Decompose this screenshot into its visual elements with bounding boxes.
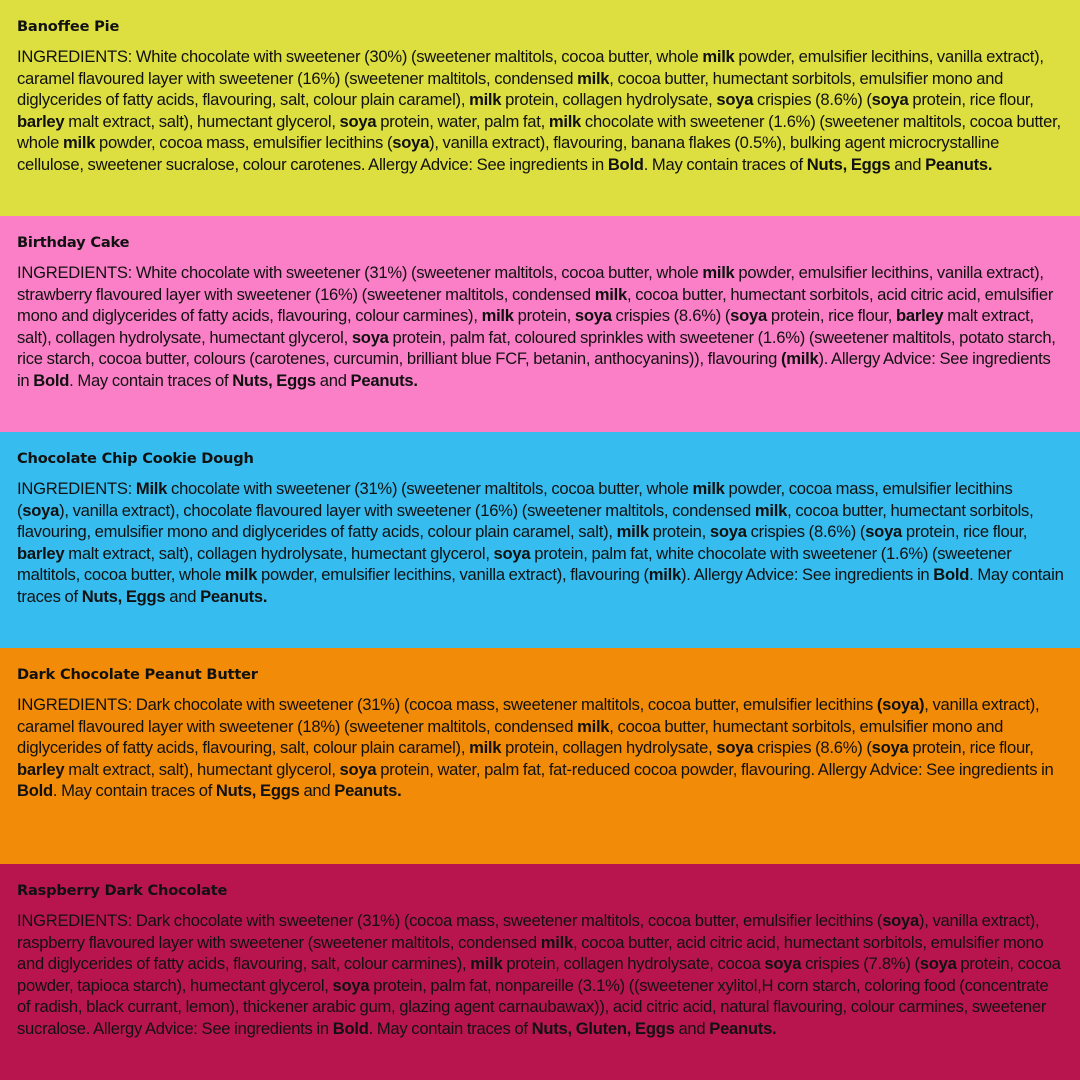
allergen-highlight: Bold: [33, 370, 70, 390]
allergen-highlight: soya: [709, 522, 747, 542]
allergen-highlight: Peanuts.: [334, 781, 402, 801]
allergen-highlight: soya: [871, 738, 909, 758]
allergen-highlight: soya: [351, 327, 389, 347]
allergen-highlight: soya: [339, 111, 377, 131]
flavour-title: Banoffee Pie: [17, 18, 120, 35]
allergen-highlight: (soya): [876, 695, 925, 714]
allergen-highlight: milk: [481, 306, 514, 326]
ingredients-text: INGREDIENTS: White chocolate with sweetener (30%) (sweetener maltitols, cocoa butter, whole milk powder, emulsifier lecithins, vanilla extract), caramel flavoured layer with sweetener (16%) (sweetener maltitols, condensed milk, cocoa butter, humectant sorbitols, emulsifier mono and diglycerides of fatty acids, flavouring, salt, colour plain caramel), milk protein, collagen hydrolysate, soya crispies (8.6%) (soya protein, rice flour, barley malt extract, salt), humectant glycerol, soya protein, water, palm fat, milk chocolate with sweetener (1.6%) (sweetener maltitols, cocoa butter, whole milk powder, cocoa mass, emulsifier lecithins (soya), vanilla extract), flavouring, banana flakes (0.5%), bulking agent microcrystalline cellulose, sweetener sucralose, colour carotenes. Allergy Advice: See ingredients in Bold. May contain traces of Nuts, Eggs and Peanuts.: [17, 47, 1061, 174]
allergen-highlight: barley: [896, 306, 944, 326]
allergen-highlight: barley: [17, 111, 65, 131]
allergen-highlight: milk: [692, 479, 725, 498]
ingredients-text: INGREDIENTS: Milk chocolate with sweetener (31%) (sweetener maltitols, cocoa butter, whole milk powder, cocoa mass, emulsifier lecithins (soya), vanilla extract), chocolate flavoured layer with sweetener (16%) (sweetener maltitols, condensed milk, cocoa butter, humectant sorbitols, flavouring, emulsifier mono and diglycerides of fatty acids, colour plain caramel, salt), milk protein, soya crispies (8.6%) (soya protein, rice flour, barley malt extract, salt), collagen hydrolysate, humectant glycerol, soya protein, palm fat, white chocolate with sweetener (1.6%) (sweetener maltitols, cocoa butter, whole milk powder, emulsifier lecithins, vanilla extract), flavouring (milk). Allergy Advice: See ingredients in Bold. May contain traces of Nuts, Eggs and Peanuts.: [17, 479, 1064, 606]
allergen-highlight: milk: [702, 263, 735, 282]
allergen-highlight: soya: [882, 911, 920, 930]
ingredients-text: INGREDIENTS: Dark chocolate with sweetener (31%) (cocoa mass, sweetener maltitols, cocoa butter, emulsifier lecithins (soya), vanilla extract), caramel flavoured layer with sweetener (18%) (sweetener maltitols, condensed milk, cocoa butter, humectant sorbitols, emulsifier mono and diglycerides of fatty acids, flavouring, salt, colour plain caramel), milk protein, collagen hydrolysate, soya crispies (8.6%) (soya protein, rice flour, barley malt extract, salt), humectant glycerol, soya protein, water, palm fat, fat-reduced cocoa powder, flavouring. Allergy Advice: See ingredients in Bold. May contain traces of Nuts, Eggs and Peanuts.: [17, 695, 1054, 801]
allergen-highlight: Nuts, Eggs: [806, 154, 891, 174]
flavour-title: Raspberry Dark Chocolate: [17, 882, 228, 899]
allergen-highlight: milk: [754, 500, 788, 520]
allergen-highlight: milk: [594, 284, 627, 304]
allergen-highlight: soya: [730, 306, 767, 326]
allergen-highlight: soya: [392, 133, 430, 153]
allergen-highlight: milk: [224, 565, 258, 585]
flavour-title: Dark Chocolate Peanut Butter: [17, 666, 258, 683]
flavour-panel-birthday-cake: [0, 216, 1080, 432]
flavour-title: Chocolate Chip Cookie Dough: [17, 450, 254, 467]
allergen-highlight: soya: [871, 90, 909, 110]
allergen-highlight: soya: [339, 759, 377, 779]
allergen-highlight: Peanuts.: [200, 586, 268, 606]
allergen-highlight: milk: [577, 716, 610, 736]
allergen-highlight: soya: [332, 975, 370, 995]
flavour-panel-raspberry-dark-chocolate: [0, 864, 1080, 1080]
allergen-highlight: Nuts, Eggs: [81, 586, 166, 606]
allergen-highlight: Peanuts.: [925, 154, 993, 174]
flavour-panel-banoffee-pie: [0, 0, 1080, 216]
allergen-highlight: Milk: [135, 479, 168, 498]
allergen-highlight: Bold: [933, 565, 970, 585]
allergen-highlight: milk: [540, 932, 573, 952]
allergen-highlight: milk: [62, 133, 96, 153]
ingredients-text: INGREDIENTS: White chocolate with sweetener (31%) (sweetener maltitols, cocoa butter, whole milk powder, emulsifier lecithins, vanilla extract), strawberry flavoured layer with sweetener (16%) (sweetener maltitols, condensed milk, cocoa butter, humectant sorbitols, acid citric acid, emulsifier mono and diglycerides of fatty acids, flavouring, colour carmines), milk protein, soya crispies (8.6%) (soya protein, rice flour, barley malt extract, salt), collagen hydrolysate, humectant glycerol, soya protein, palm fat, coloured sprinkles with sweetener (1.6%) (sweetener maltitols, potato starch, rice starch, cocoa butter, colours (carotenes, curcumin, brilliant blue FCF, betanin, anthocyanins)), flavouring (milk). Allergy Advice: See ingredients in Bold. May contain traces of Nuts, Eggs and Peanuts.: [17, 263, 1056, 390]
allergen-highlight: milk: [648, 565, 682, 585]
allergen-highlight: (milk: [780, 349, 819, 369]
allergen-highlight: milk: [469, 738, 502, 758]
allergen-highlight: soya: [22, 500, 60, 520]
allergen-highlight: Bold: [332, 1018, 369, 1038]
flavour-title: Birthday Cake: [17, 234, 130, 251]
allergen-highlight: Peanuts.: [709, 1018, 777, 1038]
allergen-highlight: soya: [919, 954, 957, 974]
allergen-highlight: soya: [716, 738, 754, 758]
flavour-panel-chocolate-chip-cookie-dough: [0, 432, 1080, 648]
allergen-highlight: Nuts, Gluten, Eggs: [531, 1018, 675, 1038]
allergen-highlight: milk: [702, 47, 735, 66]
allergen-highlight: Bold: [607, 154, 644, 174]
ingredients-text: INGREDIENTS: Dark chocolate with sweetener (31%) (cocoa mass, sweetener maltitols, cocoa butter, emulsifier lecithins (soya), vanilla extract), raspberry flavoured layer with sweetener (sweetener maltitols, condensed milk, cocoa butter, acid citric acid, humectant sorbitols, emulsifier mono and diglycerides of fatty acids, flavouring, salt, colour carmines), milk protein, collagen hydrolysate, cocoa soya crispies (7.8%) (soya protein, cocoa powder, tapioca starch), humectant glycerol, soya protein, palm fat, nonpareille (3.1%) ((sweetener xylitol,H corn starch, coloring food (concentrate of radish, black currant, lemon), thickener arabic gum, glazing agent carnaubawax)), acid citric acid, natural flavouring, colour carmines, sweetener sucralose. Allergy Advice: See ingredients in Bold. May contain traces of Nuts, Gluten, Eggs and Peanuts.: [17, 911, 1061, 1038]
allergen-highlight: Nuts, Eggs: [232, 370, 316, 390]
allergen-highlight: barley: [17, 759, 65, 779]
allergen-highlight: soya: [764, 954, 802, 974]
allergen-highlight: Nuts, Eggs: [215, 781, 300, 801]
allergen-highlight: milk: [470, 954, 503, 974]
allergen-highlight: soya: [716, 90, 754, 110]
allergen-highlight: milk: [469, 90, 502, 110]
allergen-highlight: soya: [574, 306, 612, 326]
allergen-highlight: milk: [548, 111, 582, 131]
flavour-panel-dark-chocolate-peanut-butter: [0, 648, 1080, 864]
allergen-highlight: Peanuts.: [350, 370, 418, 390]
allergen-highlight: soya: [865, 522, 903, 542]
allergen-highlight: milk: [577, 68, 610, 88]
allergen-highlight: milk: [616, 522, 649, 542]
allergen-highlight: Bold: [17, 781, 53, 801]
allergen-highlight: barley: [17, 543, 65, 563]
allergen-highlight: soya: [493, 543, 531, 563]
